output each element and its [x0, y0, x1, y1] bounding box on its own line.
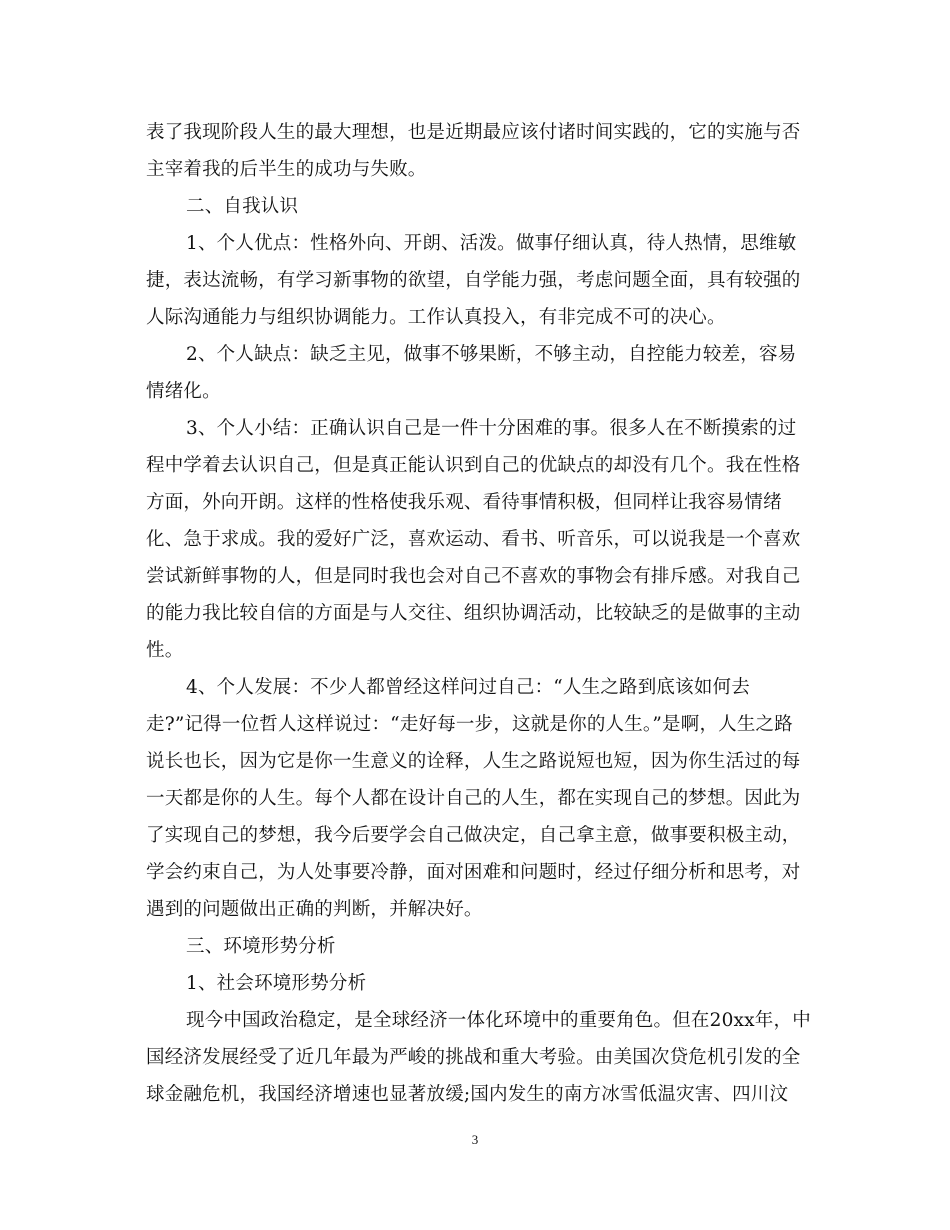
text-line: 4、个人发展：不少人都曾经这样问过自己：“人生之路到底该如何去 — [186, 677, 750, 698]
text-line: 了实现自己的梦想，我今后要学会自己做决定，自己拿主意，做事要积极主动， — [146, 825, 801, 846]
text-line: 学会约束自己，为人处事要冷静，面对困难和问题时，经过仔细分析和思考，对 — [146, 862, 801, 883]
text-line: 走?”记得一位哲人这样说过：“走好每一步，这就是你的人生。”是啊，人生之路 — [146, 714, 793, 735]
text-line: 性。 — [146, 640, 184, 661]
subsection-heading: 1、社会环境形势分析 — [186, 973, 367, 994]
text-line: 情绪化。 — [146, 381, 221, 402]
text-line: 捷，表达流畅，有学习新事物的欲望，自学能力强，考虑问题全面，具有较强的 — [146, 270, 801, 291]
text-line: 一天都是你的人生。每个人都在设计自己的人生，都在实现自己的梦想。因此为 — [146, 788, 801, 809]
text-line: 主宰着我的后半生的成功与失败。 — [146, 159, 427, 180]
section-heading: 三、环境形势分析 — [186, 936, 336, 957]
document-body — [146, 114, 811, 1113]
text-line: 表了我现阶段人生的最大理想，也是近期最应该付诸时间实践的，它的实施与否 — [146, 122, 801, 143]
text-line: 方面，外向开朗。这样的性格使我乐观、看待事情积极，但同样让我容易情绪 — [146, 492, 782, 513]
text-line: 尝试新鲜事物的人，但是同时我也会对自己不喜欢的事物会有排斥感。对我自己 — [146, 566, 801, 587]
page-number: 3 — [471, 1132, 479, 1147]
text-line: 说长也长，因为它是你一生意义的诠释，人生之路说短也短，因为你生活过的每 — [146, 751, 801, 772]
text-line: 1、个人优点：性格外向、开朗、活泼。做事仔细认真，待人热情，思维敏 — [186, 233, 797, 254]
text-line: 程中学着去认识自己，但是真正能认识到自己的优缺点的却没有几个。我在性格 — [146, 455, 801, 476]
text-line: 现今中国政治稳定，是全球经济一体化环境中的重要角色。但在20xx年，中 — [186, 1010, 811, 1031]
text-line: 2、个人缺点：缺乏主见，做事不够果断，不够主动，自控能力较差，容易 — [186, 344, 797, 365]
text-line: 化、急于求成。我的爱好广泛，喜欢运动、看书、听音乐，可以说我是一个喜欢 — [146, 529, 801, 550]
text-line: 国经济发展经受了近几年最为严峻的挑战和重大考验。由美国次贷危机引发的全 — [146, 1047, 801, 1068]
text-line: 球金融危机，我国经济增速也显著放缓;国内发生的南方冰雪低温灾害、四川汶 — [146, 1084, 789, 1105]
text-line: 3、个人小结：正确认识自己是一件十分困难的事。很多人在不断摸索的过 — [186, 418, 797, 439]
text-line: 遇到的问题做出正确的判断，并解决好。 — [146, 899, 483, 920]
text-line: 人际沟通能力与组织协调能力。工作认真投入，有非完成不可的决心。 — [146, 307, 726, 328]
text-line: 的能力我比较自信的方面是与人交往、组织协调活动，比较缺乏的是做事的主动 — [146, 603, 801, 624]
section-heading: 二、自我认识 — [186, 196, 299, 217]
